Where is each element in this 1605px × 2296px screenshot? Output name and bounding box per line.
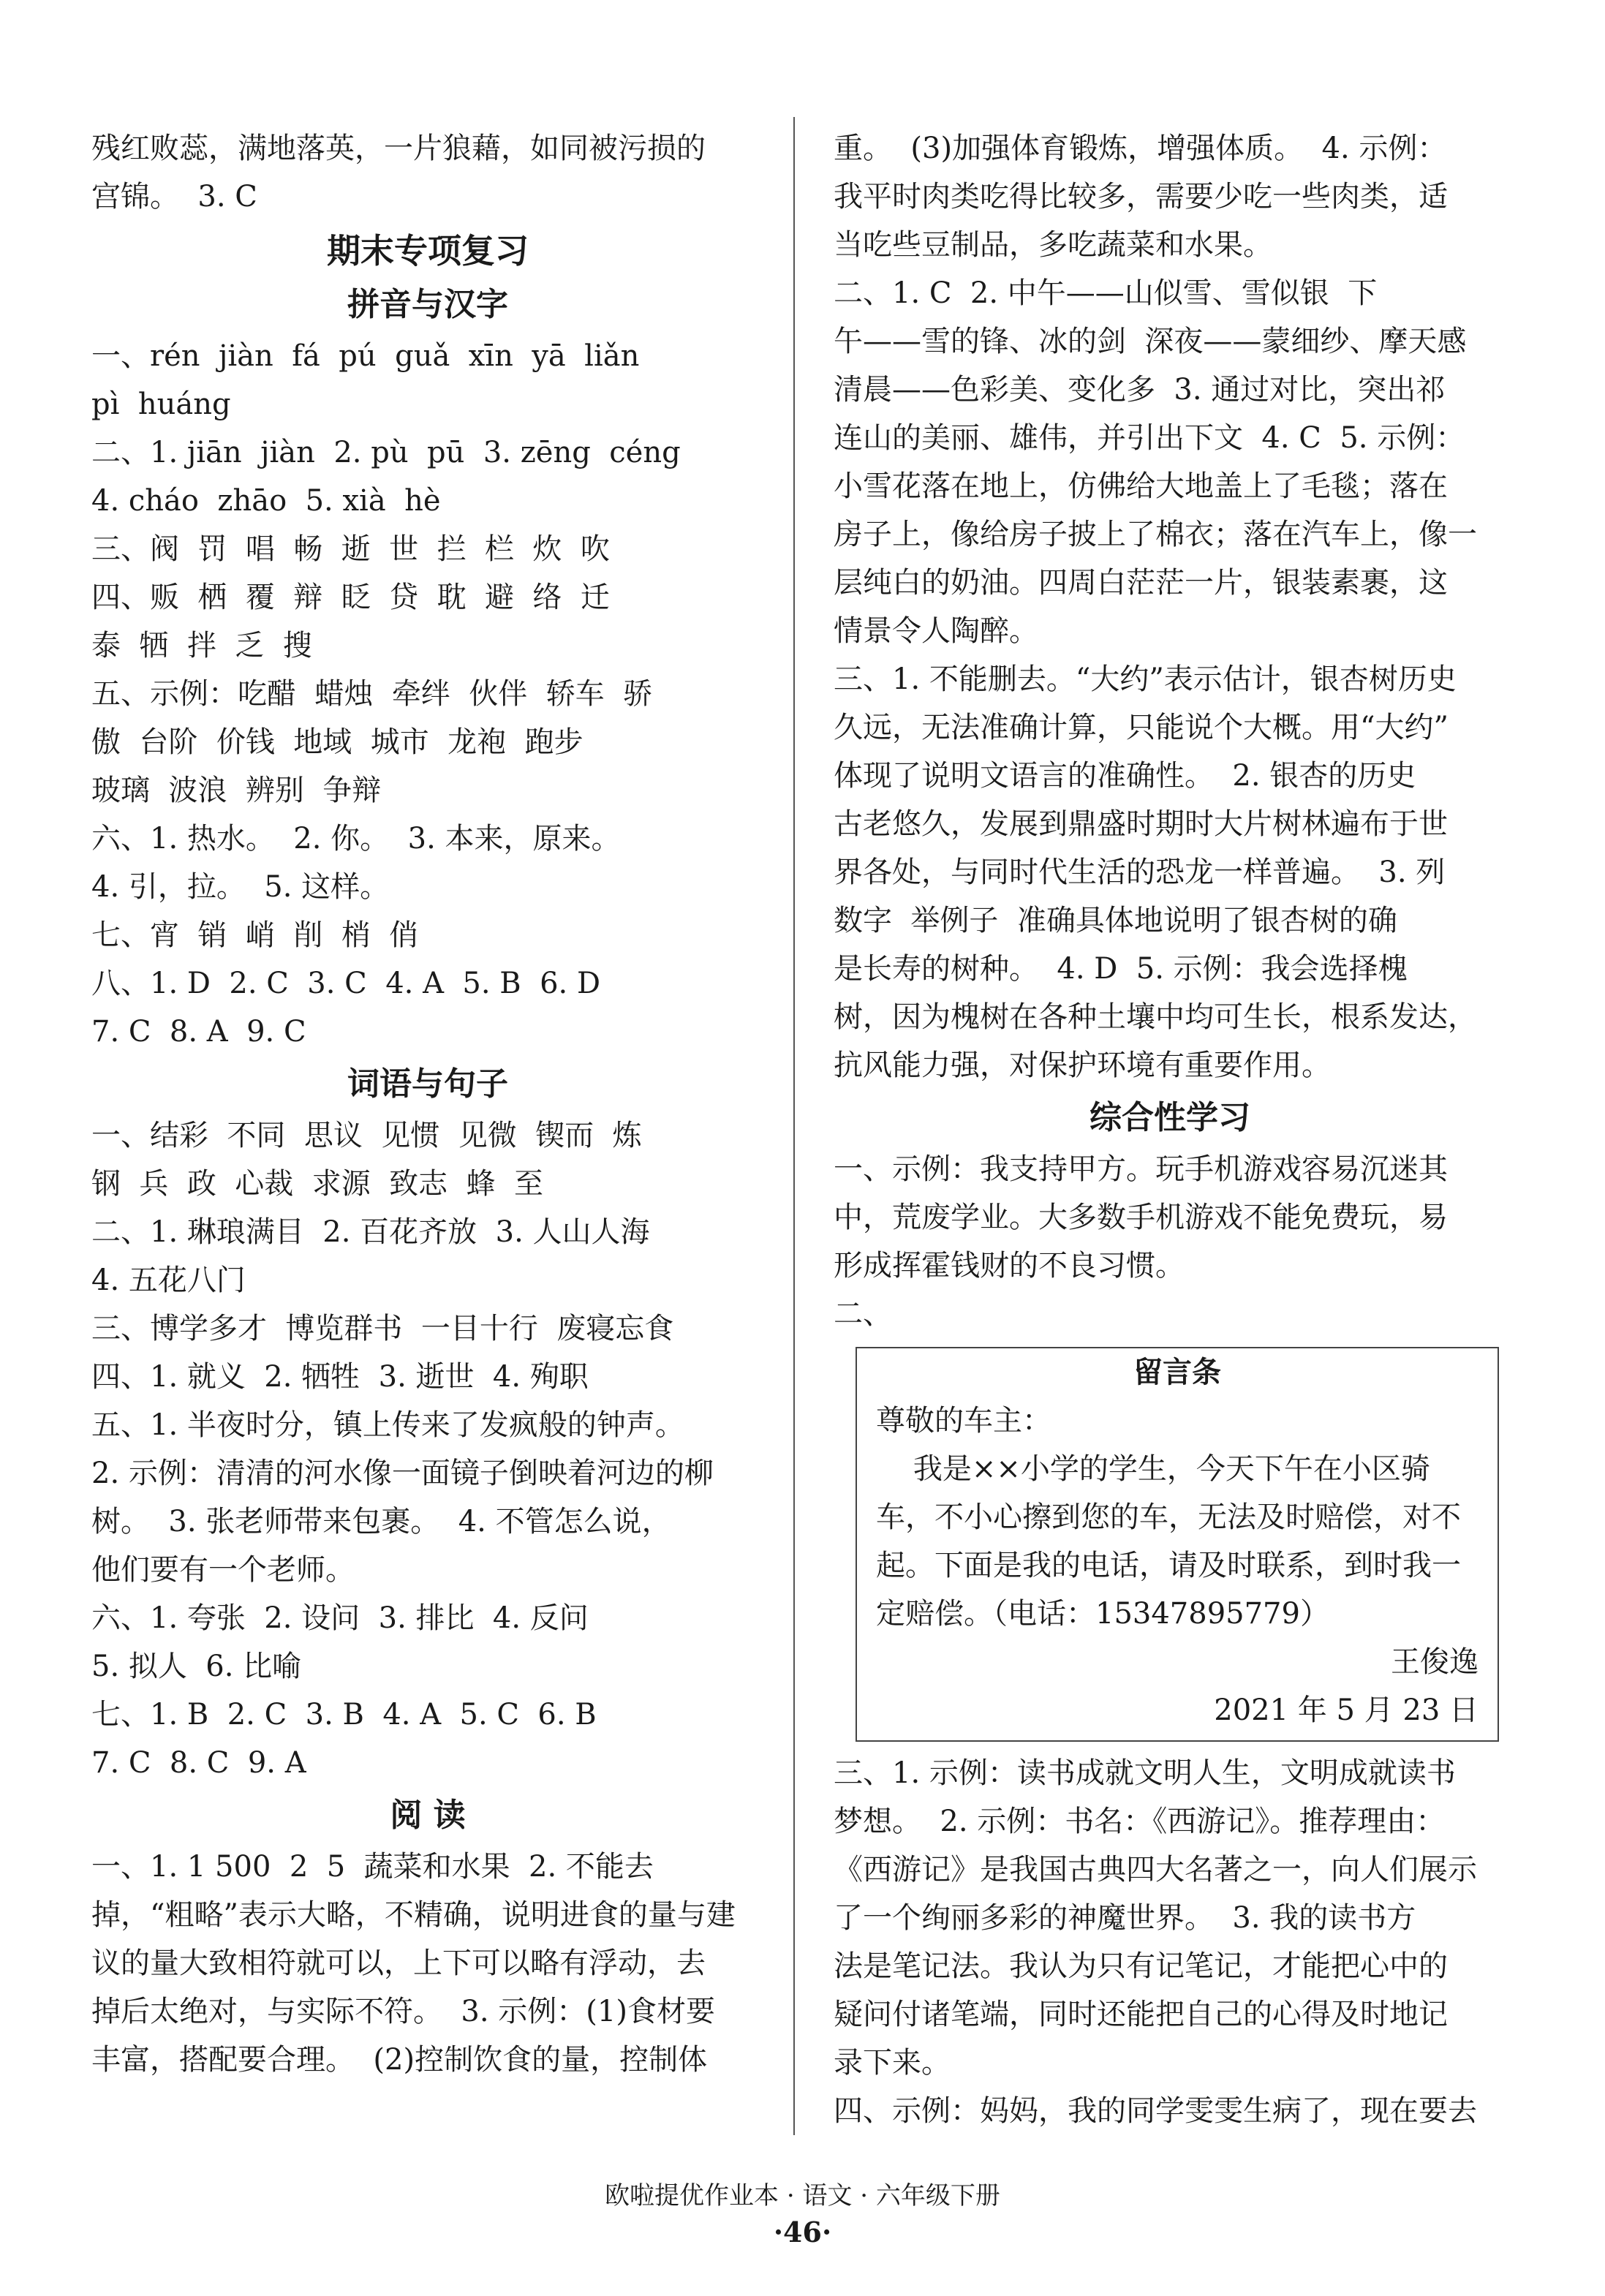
comprehensive-answers-2 [834, 1749, 1506, 2135]
text-line: 5. 拟人 6. 比喻 [91, 1650, 302, 1683]
text-line: 体现了说明文语言的准确性。 2. 银杏的历史 [834, 759, 1416, 793]
text-line: 掉，“粗略”表示大略，不精确，说明进食的量与建 [91, 1898, 736, 1932]
text-line: 梦想。 2. 示例：书名：《西游记》。推荐理由： [834, 1805, 1446, 1838]
words-heading: 词语与句子 [347, 1065, 508, 1103]
text-line: 二、1. jiān jiàn 2. pù pū 3. zēng céng [91, 436, 681, 469]
text-line: 他们要有一个老师。 [91, 1553, 355, 1587]
reading-answers [91, 1843, 764, 2084]
text-line: 三、1. 示例：读书成就文明人生，文明成就读书 [834, 1756, 1456, 1790]
text-line: 情景令人陶醉。 [834, 614, 1038, 648]
text-line: 层纯白的奶油。四周白茫茫一片，银装素裹，这 [834, 566, 1448, 600]
note-title: 留言条 [1133, 1356, 1221, 1389]
text-line: 一、示例：我支持甲方。玩手机游戏容易沉迷其 [834, 1152, 1448, 1186]
text-line: 4. 引，拉。 5. 这样。 [91, 870, 390, 904]
text-line: 形成挥霍钱财的不良习惯。 [834, 1249, 1185, 1283]
right-column [834, 124, 1506, 2135]
text-line: 清晨——色彩美、变化多 3. 通过对比，突出祁 [834, 373, 1446, 407]
text-line: 4. cháo zhāo 5. xià hè [91, 484, 441, 518]
text-line: 三、博学多才 博览群书 一目十行 废寝忘食 [91, 1312, 674, 1345]
text-line: 掉后太绝对，与实际不符。 3. 示例：(1)食材要 [91, 1995, 715, 2028]
text-line: 泰 牺 拌 乏 搜 [91, 629, 312, 662]
text-line: 午——雪的锋、冰的剑 深夜——蒙细纱、摩天感 [834, 325, 1467, 358]
text-line: 五、1. 半夜时分，镇上传来了发疯般的钟声。 [91, 1408, 684, 1442]
note-greeting: 尊敬的车主： [876, 1404, 1051, 1438]
text-line: 7. C 8. C 9. A [91, 1746, 306, 1780]
text-line: 二、1. 琳琅满目 2. 百花齐放 3. 人山人海 [91, 1215, 650, 1249]
comprehensive-answers [834, 1145, 1506, 1338]
text-line: 五、示例：吃醋 蜡烛 牵绊 伙伴 轿车 骄 [91, 677, 653, 711]
text-line: 数字 举例子 准确具体地说明了银杏树的确 [834, 904, 1397, 937]
text-line: 当吃些豆制品，多吃蔬菜和水果。 [834, 228, 1272, 262]
text-line: 四、示例：妈妈，我的同学雯雯生病了，现在要去 [834, 2094, 1477, 2128]
text-line: 六、1. 热水。 2. 你。 3. 本来，原来。 [91, 822, 621, 856]
left-top-lines [91, 124, 764, 221]
text-line: 定赔偿。（电话：15347895779） [876, 1597, 1329, 1631]
text-line: 宫锦。 3. C [91, 180, 257, 214]
text-line: 一、结彩 不同 思议 见惯 见微 锲而 炼 [91, 1119, 642, 1152]
text-line: 抗风能力强，对保护环境有重要作用。 [834, 1049, 1331, 1082]
text-line: 丰富，搭配要合理。 (2)控制饮食的量，控制体 [91, 2043, 708, 2077]
text-line: 2. 示例：清清的河水像一面镜子倒映着河边的柳 [91, 1457, 714, 1490]
text-line: 疑问付诸笔端，同时还能把自己的心得及时地记 [834, 1998, 1448, 2031]
pinyin-answers [91, 332, 764, 1056]
text-line: 钢 兵 政 心裁 求源 致志 蜂 至 [91, 1167, 544, 1201]
text-line: 傲 台阶 价钱 地域 城市 龙袍 跑步 [91, 725, 584, 759]
text-line: 二、1. C 2. 中午——山似雪、雪似银 下 [834, 276, 1378, 310]
text-line: 古老悠久，发展到鼎盛时期时大片树林遍布于世 [834, 807, 1448, 841]
note-signature: 王俊逸 [1391, 1645, 1479, 1679]
text-line: pì huáng [91, 388, 231, 421]
note-body [876, 1445, 1479, 1638]
text-line: 界各处，与同时代生活的恐龙一样普遍。 3. 列 [834, 856, 1446, 889]
text-line: 法是笔记法。我认为只有记笔记，才能把心中的 [834, 1949, 1448, 1983]
text-line: 二、 [834, 1297, 892, 1331]
note-date: 2021 年 5 月 23 日 [1214, 1693, 1479, 1727]
text-line: 4. 五花八门 [91, 1264, 246, 1297]
text-line: 录下来。 [834, 2046, 951, 2080]
text-line: 树。 3. 张老师带来包裹。 4. 不管怎么说， [91, 1505, 671, 1538]
text-line: 久远，无法准确计算，只能说个大概。用“大约” [834, 711, 1449, 744]
pinyin-heading: 拼音与汉字 [347, 286, 508, 323]
footer-title: 欧啦提优作业本 · 语文 · 六年级下册 [605, 2181, 1000, 2210]
reading-answers-continued [834, 124, 1506, 1090]
section-title: 期末专项复习 [327, 231, 529, 271]
text-line: 八、1. D 2. C 3. C 4. A 5. B 6. D [91, 967, 601, 1000]
text-line: 起。下面是我的电话，请及时联系，到时我一 [876, 1549, 1461, 1582]
text-line: 六、1. 夸张 2. 设问 3. 排比 4. 反问 [91, 1601, 589, 1635]
text-line: 树，因为槐树在各种土壤中均可生长，根系发达， [834, 1000, 1477, 1034]
text-line: 房子上，像给房子披上了棉衣；落在汽车上，像一 [834, 518, 1477, 551]
text-line: 车，不小心擦到您的车，无法及时赔偿，对不 [876, 1500, 1461, 1534]
text-line: 一、1. 1 500 2 5 蔬菜和水果 2. 不能去 [91, 1850, 654, 1884]
reading-heading: 阅 读 [390, 1797, 466, 1834]
text-line: 了一个绚丽多彩的神魔世界。 3. 我的读书方 [834, 1901, 1416, 1935]
page-number: ·46· [773, 2216, 832, 2248]
left-column [91, 124, 764, 2084]
text-line: 是长寿的树种。 4. D 5. 示例：我会选择槐 [834, 952, 1408, 986]
text-line: 三、阀 罚 唱 畅 逝 世 拦 栏 炊 吹 [91, 532, 610, 566]
text-line: 三、1. 不能删去。“大约”表示估计，银杏树历史 [834, 662, 1457, 696]
text-line: 我是××小学的学生，今天下午在小区骑 [876, 1452, 1430, 1486]
text-line: 我平时肉类吃得比较多，需要少吃一些肉类，适 [834, 180, 1448, 214]
text-line: 连山的美丽、雄伟，并引出下文 4. C 5. 示例： [834, 421, 1465, 455]
text-line: 四、1. 就义 2. 牺牲 3. 逝世 4. 殉职 [91, 1360, 589, 1394]
comprehensive-heading: 综合性学习 [1089, 1099, 1250, 1136]
text-line: 一、rén jiàn fá pú guǎ xīn yā liǎn [91, 339, 640, 373]
text-line: 重。 (3)加强体育锻炼，增强体质。 4. 示例： [834, 132, 1447, 165]
text-line: 七、1. B 2. C 3. B 4. A 5. C 6. B [91, 1698, 597, 1732]
text-line: 小雪花落在地上，仿佛给大地盖上了毛毯；落在 [834, 469, 1448, 503]
text-line: 议的量大致相符就可以，上下可以略有浮动，去 [91, 1946, 706, 1980]
text-line: 残红败蕊，满地落英，一片狼藉，如同被污损的 [91, 132, 706, 165]
column-divider [793, 117, 795, 2135]
text-line: 中，荒废学业。大多数手机游戏不能免费玩，易 [834, 1201, 1448, 1234]
message-note [856, 1347, 1499, 1742]
text-line: 玻璃 波浪 辨别 争辩 [91, 774, 382, 807]
text-line: 七、宵 销 峭 削 梢 俏 [91, 918, 419, 952]
text-line: 四、贩 栖 覆 辩 眨 贷 耽 避 络 迁 [91, 581, 610, 614]
words-answers [91, 1111, 764, 1787]
text-line: 《西游记》是我国古典四大名著之一，向人们展示 [834, 1853, 1477, 1887]
text-line: 7. C 8. A 9. C [91, 1015, 306, 1049]
